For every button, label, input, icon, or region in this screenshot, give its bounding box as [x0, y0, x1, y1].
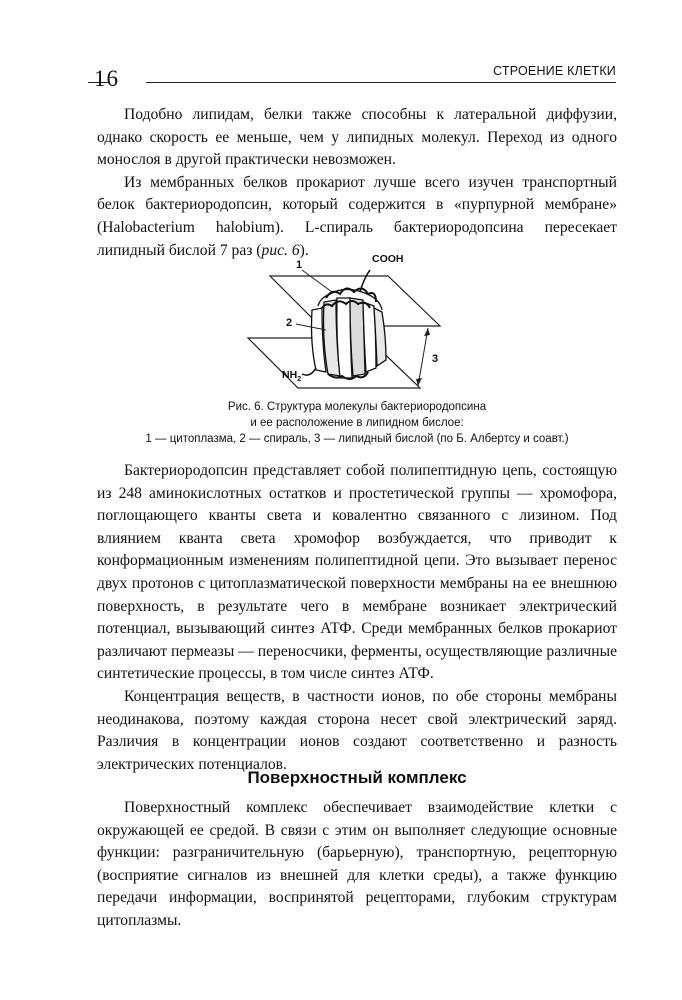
caption-line-2: и ее расположение в липидном бислое: [250, 417, 464, 429]
label-2: 2 [286, 317, 293, 329]
figure-caption [97, 399, 617, 447]
bilayer-dimension-line [418, 328, 428, 386]
header-rule [88, 82, 616, 83]
label-cooh: COOH [372, 253, 404, 265]
section-heading: Поверхностный комплекс [247, 768, 467, 787]
figure-reference: рис. 6 [261, 241, 300, 259]
paragraph-2: Из мембранных белков прокариот лучше всего изучен транспортный белок бактериородопсин, который содержится в «пурпурной мембране» (Halobacterium halobium). L-спираль бактериородопсина пересекает липидный бислой 7 раз (рис. 6). [97, 173, 617, 259]
caption-line-1: Рис. 6. Структура молекулы бактериородопсина [227, 401, 487, 413]
paragraph-5: Поверхностный комплекс обеспечивает взаимодействие клетки с окружающей ее средой. В связи с этим он выполняет следующие основные функции: разграничительную (барьерную), транспортную, рецепторную (восприятие сигналов из внешней для клетки среды), а также функцию передачи информации, воспринятой рецепторами, глубоким структурам цитоплазмы. [97, 799, 617, 929]
leader-line-1 [302, 270, 332, 292]
page-number: 16 [94, 66, 119, 91]
running-title: СТРОЕНИЕ КЛЕТКИ [493, 64, 616, 78]
section-text [97, 797, 617, 933]
helix-bundle [302, 270, 386, 379]
paragraph-1: Подобно липидам, белки также способны к латеральной диффузии, однако скорость ее меньше, чем у липидных молекул. Переход из одного монослоя в другой практически невозможен. [97, 106, 617, 169]
label-1: 1 [296, 259, 303, 271]
bacteriorhodopsin-diagram [240, 248, 450, 398]
text-block-top [97, 104, 617, 262]
paragraph-4: Концентрация веществ, в частности ионов, по обе стороны мембраны неодинакова, поэтому каждая сторона несет свой электрический заряд. Различия в концентрации ионов создают соответственно и разность электрических потенциалов. [97, 687, 617, 773]
caption-line-3: 1 — цитоплазма, 2 — спираль, 3 — липидный бислой (по Б. Албертсу и соавт.) [145, 433, 569, 445]
paragraph-3: Бактериородопсин представляет собой полипептидную цепь, состоящую из 248 аминокислотных остатков и простетической группы — хромофора, поглощающего кванты света и ковалентно связанного с лизином. Под влиянием кванта света хромофор возбуждается, что приводит к конформационным изменениям полипептидной цепи. Это вызывает перенос двух протонов с цитоплазматической поверхности мембраны на ее внешнюю поверхность, в результате чего в мембране возникает электрический потенциал, вызывающий синтез АТФ. Среди мембранных белков прокариот различают пермеазы — переносчики, ферменты, осуществляющие различные синтетические процессы, в том числе синтез АТФ. [97, 462, 617, 683]
text-block-bottom [97, 460, 617, 776]
label-nh2: $NH_2$ [282, 369, 302, 383]
label-3: 3 [432, 353, 439, 365]
running-header [88, 60, 616, 94]
figure-bacteriorhodopsin [240, 248, 450, 398]
